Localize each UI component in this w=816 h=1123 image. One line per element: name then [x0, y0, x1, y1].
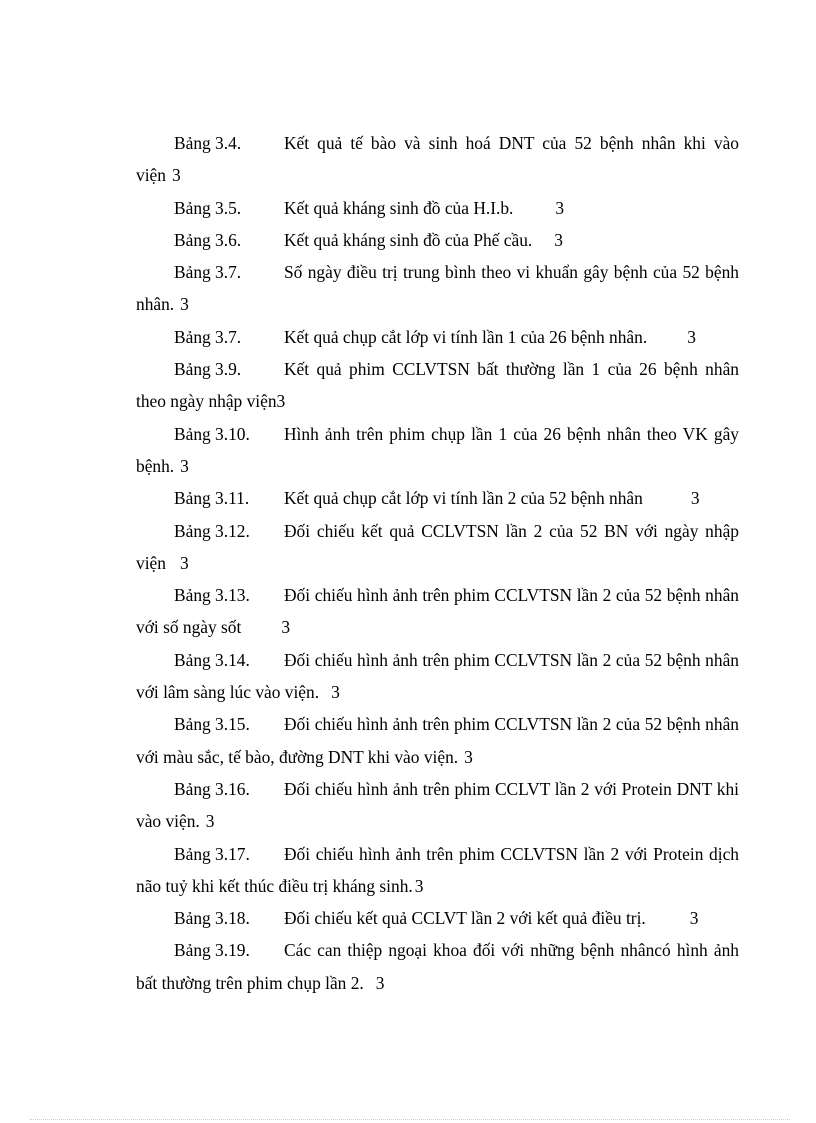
toc-entry-title: Đối chiếu hình ảnh trên phim CCLVTSN lần 2 với Protein dịch não tuỷ khi kết thúc điều trị kháng sinh.	[136, 843, 739, 896]
toc-entry-title: Kết quả tế bào và sinh hoá DNT của 52 bệnh nhân khi vào viện	[136, 133, 739, 186]
toc-entry[interactable]	[136, 192, 739, 224]
toc-entry[interactable]	[136, 224, 739, 256]
toc-entry-page: 3	[414, 875, 424, 896]
toc-entry-title: Đối chiếu kết quả CCLVT lần 2 với kết quả điều trị.	[284, 908, 646, 929]
toc-entry-page: 3	[205, 811, 215, 832]
toc-entry[interactable]	[136, 353, 739, 418]
toc-entry-page: 3	[331, 682, 340, 703]
toc-entry-number: Bảng 3.9.	[174, 359, 242, 380]
toc-entry-title: Đối chiếu hình ảnh trên phim CCLVTSN lần 2 của 52 bệnh nhân với lâm sàng lúc vào viện.	[136, 649, 739, 703]
toc-entry-title: Kết quả kháng sinh đồ của H.I.b.	[284, 197, 514, 218]
table-of-tables	[136, 127, 739, 999]
toc-entry-number: Bảng 3.16.	[174, 778, 250, 799]
toc-entry-page: 3	[375, 972, 385, 993]
toc-entry-page: 3	[554, 229, 563, 250]
toc-entry-number: Bảng 3.14.	[174, 649, 250, 670]
toc-entry-number: Bảng 3.4.	[174, 133, 242, 153]
page-bottom-dotted-rule	[30, 1119, 790, 1120]
toc-entry-title: Kết quả chụp cắt lớp vi tính lần 1 của 26 bệnh nhân.	[284, 326, 648, 347]
toc-entry[interactable]	[136, 773, 739, 838]
toc-entry-number: Bảng 3.5.	[174, 197, 242, 218]
toc-entry-number: Bảng 3.7.	[174, 262, 242, 283]
toc-entry-number: Bảng 3.15.	[174, 714, 250, 735]
toc-entry-page: 3	[281, 617, 291, 638]
toc-entry-title: Đối chiếu kết quả CCLVTSN lần 2 của 52 BN với ngày nhập viện	[136, 520, 739, 573]
toc-entry-page: 3	[180, 455, 189, 476]
toc-entry-title: Đối chiếu hình ảnh trên phim CCLVTSN lần 2 của 52 bệnh nhân với màu sắc, tế bào, đường DNT khi vào viện.	[136, 714, 739, 767]
toc-entry-number: Bảng 3.12.	[174, 520, 250, 541]
toc-entry-title: Số ngày điều trị trung bình theo vi khuẩn gây bệnh của 52 bệnh nhân.	[136, 262, 739, 315]
toc-entry-number: Bảng 3.10.	[174, 423, 250, 444]
toc-entry-title: Các can thiệp ngoại khoa đối với những bệnh nhâncó hình ảnh bất thường trên phim chụp lần 2.	[136, 940, 739, 993]
toc-entry-number: Bảng 3.11.	[174, 488, 250, 509]
toc-entry-page: 3	[555, 197, 565, 218]
toc-entry-number: Bảng 3.7.	[174, 326, 242, 347]
toc-entry-page: 3	[690, 488, 700, 509]
toc-entry[interactable]	[136, 482, 739, 514]
toc-entry[interactable]	[136, 418, 739, 483]
toc-entry-page: 3	[689, 908, 699, 929]
toc-entry-title: Kết quả kháng sinh đồ của Phế cầu.	[284, 229, 533, 250]
toc-entry-page: 3	[687, 326, 696, 347]
toc-entry[interactable]	[136, 934, 739, 999]
toc-entry-number: Bảng 3.17.	[174, 843, 250, 864]
toc-entry-title: Kết quả chụp cắt lớp vi tính lần 2 của 52 bệnh nhân	[284, 488, 643, 509]
toc-entry-number: Bảng 3.6.	[174, 229, 242, 250]
toc-entry-number: Bảng 3.19.	[174, 940, 250, 961]
toc-entry-page: 3	[179, 552, 189, 573]
toc-entry-title: Kết quả phim CCLVTSN bất thường lần 1 của 26 bệnh nhân theo ngày nhập viện	[136, 359, 739, 412]
toc-entry[interactable]	[136, 838, 739, 903]
toc-entry-page: 3	[276, 391, 286, 412]
toc-entry[interactable]	[136, 256, 739, 321]
toc-entry-title: Hình ảnh trên phim chụp lần 1 của 26 bệnh nhân theo VK gây bệnh.	[136, 423, 739, 476]
toc-entry-number: Bảng 3.18.	[174, 908, 250, 929]
toc-entry[interactable]	[136, 515, 739, 580]
toc-entry-page: 3	[171, 165, 181, 186]
toc-entry-page: 3	[464, 746, 473, 767]
toc-entry[interactable]	[136, 127, 739, 192]
toc-entry[interactable]	[136, 579, 739, 644]
toc-entry-title: Đối chiếu hình ảnh trên phim CCLVTSN lần 2 của 52 bệnh nhân với số ngày sốt	[136, 585, 739, 638]
toc-entry[interactable]	[136, 644, 739, 709]
toc-entry[interactable]	[136, 321, 739, 353]
toc-entry-title: Đối chiếu hình ảnh trên phim CCLVT lần 2 với Protein DNT khi vào viện.	[136, 778, 739, 832]
toc-entry-number: Bảng 3.13.	[174, 585, 250, 606]
toc-entry[interactable]	[136, 708, 739, 773]
toc-entry[interactable]	[136, 902, 739, 934]
toc-entry-page: 3	[180, 294, 189, 315]
